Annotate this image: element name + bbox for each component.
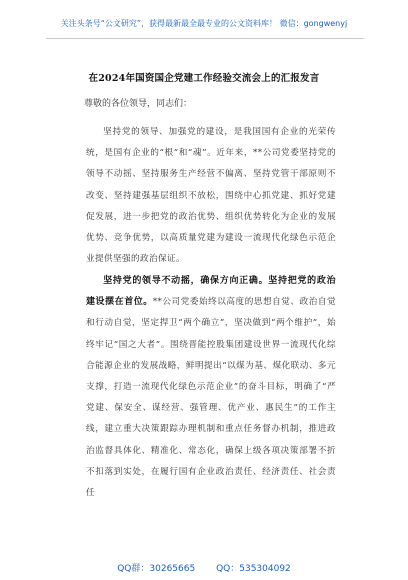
- paragraph-2: [86, 271, 336, 504]
- header-divider: [46, 38, 364, 39]
- paragraph-1: 坚持党的领导、加强党的建设，是我国国有企业的光荣传统，是国有企业的“根”和“魂”。近年来，**公司党委坚持党的领导不动摇、坚持服务生产经营不偏离、坚持党管干部原则不改变、坚持建强基层组织不放松，围绕中心抓党建、抓好党建促发展，进一步把党的政治优势、组织优势转化为企业的发展优势、竞争优势，以高质量党建为建设一流现代化绿色示范企业提供坚强的政治保证。: [86, 127, 336, 265]
- paragraph-2-body: **公司党委始终以高度的思想自觉、政治自觉和行动自觉，坚定捍卫“两个确立”，坚决做到“两个维护”，始终牢记“国之大者”。围绕晋能控股集团建设世界一流现代化综合能源企业的发展战略，鲜明提出“以煤为基、煤化联动、多元支撑，打造一流现代化绿色示范企业”的奋斗目标，明确了“严党建、保安全、谋经营、强管理、优产业、惠民生”的工作主线，建立重大决策跟踪办理机制和重点任务督办机制，推进政治监督具体化、精准化、常态化，确保上级各项决策部署不折不扣落到实处，在履行国有企业政治责任、经济责任、社会责任: [86, 297, 336, 499]
- salutation: 尊敬的各位领导，同志们：: [84, 99, 193, 109]
- footer-qq-group: QQ群：30265665: [117, 564, 196, 574]
- paragraph-2-lead: 坚持党的领导不动摇，确保方向正确。坚持把党的政治建设摆在首位。: [86, 276, 336, 308]
- document-title: 在2024年国资国企党建工作经验交流会上的汇报发言: [88, 73, 320, 84]
- footer-qq: QQ：535304092: [216, 564, 291, 574]
- header-banner: 关注头条号“公文研究”，获得最新最全最专业的公文资料库！ 微信：gongwenyj: [60, 19, 348, 28]
- footer-contact: [0, 561, 408, 574]
